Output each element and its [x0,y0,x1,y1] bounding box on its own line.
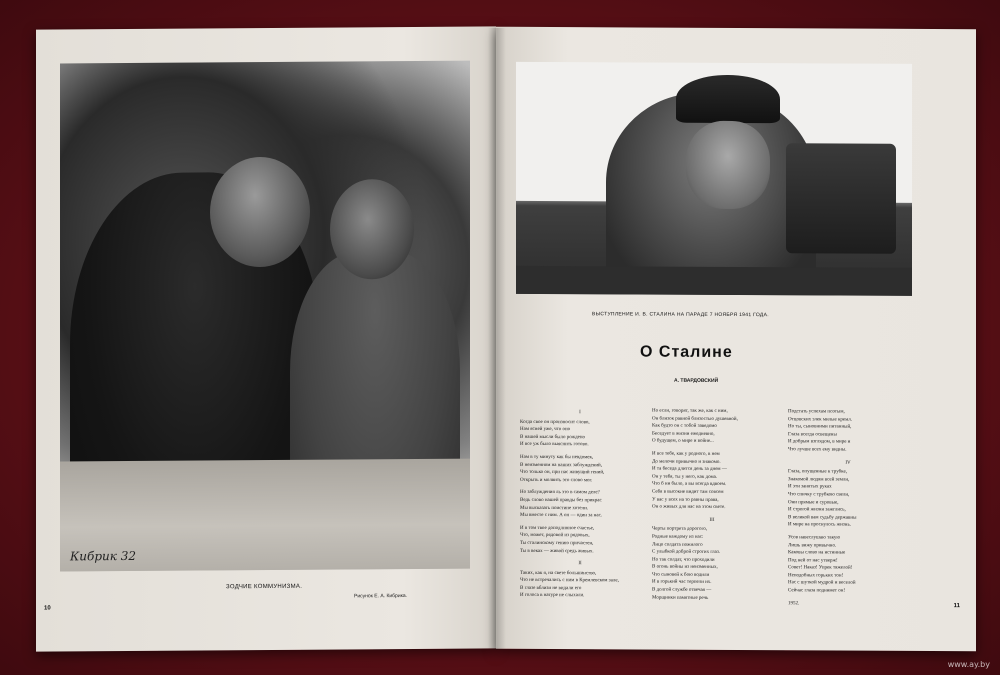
poem-line: Он о живых для нас на этом свете. [652,504,726,511]
poem-stanza [652,408,772,447]
poem-line: Неподобных горьких тон! [788,573,844,579]
poem-column-2 [652,408,772,608]
poem-line: Что сыновей к бою водили [652,572,710,578]
right-page [496,27,976,652]
poem-line: В нашей мысли было рождено [520,434,586,440]
poem-line: И в том твое доподлинное счастье, [520,525,595,531]
poem-line: В великой вам судьбу державны [788,514,857,521]
poem-line: О будущем, о мире и войне... [652,438,714,445]
poem-line: Когда свое он произносит слово, [520,419,590,425]
poem-line: Беседует в жизни ежедневно, [652,431,715,437]
poem-line: Что, может, рядовой из рядовых, [520,533,590,539]
poem-column-3 [788,408,908,613]
poem-line: В неизменном на наших заблуждений, [520,462,602,468]
poem-line: Открыть и молвить это слово мог. [520,477,593,483]
poem-stanza [520,418,640,449]
poem-line: Нам ясней уже, что оно [520,427,571,433]
poem-line: Что спичку с трубкою свели, [788,492,850,498]
poem-line: И все уж было выяснить готово. [520,442,589,448]
poem-line: Морщинки памятные речь [652,595,709,601]
poem-line: И добрым взглядом, в мире и [788,439,851,445]
poem-line: Нас с шуткой мудрой и веселой [788,580,856,587]
poem-line: И все тебе, как у родного, в нем [652,451,720,457]
magazine-spread [36,28,976,650]
section-numeral: II [578,561,582,567]
poem-line: Себя в высокие видит там совсем [652,489,724,495]
artist-signature: Кибрик 32 [70,548,136,564]
poem-line: Как будто он с тобой заведомо [652,423,717,430]
poem-line: Он близок равной близостью душевной, [652,416,738,422]
poem-line: Но заблуждения ль это в самом деле? [520,490,600,496]
poem-line: Совет! Наказ! Упрек тяжелой! [788,565,853,571]
poem-line: Они прямые и суровые, [788,499,839,506]
poem-stanza [788,600,908,608]
poem-line: 1952. [788,600,800,606]
watermark: www.ay.by [947,660,990,669]
poem-line: Мы вместе с ним. А он — один за нас. [520,512,603,519]
poem-line: Ты сталинскому гению причастен, [520,540,594,547]
poem-stanza [520,570,640,601]
poem-line: С улыбкой доброй строгих глаз. [652,549,721,556]
poem-stanza [520,489,640,520]
poem-line: И та беседа длится день за днем — [652,466,727,473]
poem-line: Под ней от нас утверж! [788,557,838,564]
poem-line: Отцовских элек милые кремл. [788,416,853,423]
poem-title: О Сталине [640,343,733,361]
section-numeral: I [579,410,581,416]
poem-line: Но ты, сыновними питанный, [788,424,852,430]
poem-line: Каковы слово на истинные [788,550,846,556]
poem-line: Что б ни было, а вы всегда вдвоем. [652,481,727,488]
poem-stanza [788,408,908,454]
microphone-icon [786,143,896,254]
poem-line: Родные каждому из нас: [652,534,704,540]
page-number-left: 10 [44,605,51,612]
poem-line: Ведь слово нашей правды без прикрас [520,497,602,504]
photo-caption: ВЫСТУПЛЕНИЕ И. В. СТАЛИНА НА ПАРАДЕ 7 НОЯБРЯ 1941 ГОДА. [592,311,769,319]
poem-line: И голоса в натуре не слыхали. [520,593,585,599]
poem-line: Таких, как я, на свете большинство, [520,570,597,576]
poem-line: Что только он, при нас живущий гений, [520,470,605,476]
poem-line: Черты портрета дорогого, [652,526,708,533]
poem-stanza [788,468,908,529]
poem-line: И мире на проснулось жизнь. [788,522,851,528]
poem-line: В долгой службе отвечая — [652,587,712,593]
poem-line: До мелочи привычно и знакомо. [652,459,721,465]
section-numeral: IV [845,460,851,466]
poem-line: Подстать успехам поэтым, [788,409,845,415]
poem-stanza [652,526,772,603]
poem-line: И строгой жизни зажглись, [788,507,846,513]
section-numeral: III [709,517,715,523]
poem-stanza [788,534,908,595]
poem-line: Ты в веках — живой средь живых. [520,548,594,554]
illustration-credit: Рисунок Е. А. Кибрика. [354,593,408,600]
poem-line: Лицо солдата пожилого [652,542,703,548]
poem-line: Сейчас глаза поднимет он! [788,588,846,594]
poem-line: Он у тебя, ты у него, как дома. [652,474,718,480]
poem-line: Но если, говорят, так же, как с ним, [652,408,728,414]
left-page [36,26,496,651]
poem-column-1 [520,407,640,606]
poem-line: В огонь войны из неизменных, [652,564,718,571]
spine-gutter [488,28,506,650]
poem-line: Усов навеслушаю такую [788,535,841,541]
poem-line: Лишь вижу привычно. [788,542,837,549]
page-number-right: 11 [953,603,960,610]
poem-line: Но так солдат, что проходили [652,557,715,563]
poem-stanza [520,454,640,485]
poem-line: И эти занятых руках [788,484,832,490]
poem-stanza [652,451,772,512]
poem-line: И в горький час терпели их. [652,580,712,586]
poem-line: Что не встречались с ним в Кремлевском зале, [520,578,619,584]
architects-of-communism-illustration [60,61,470,572]
poem-line: В глазе вблизи не видали его [520,585,582,592]
illustration-caption: ЗОДЧИЕ КОММУНИЗМА. [226,583,303,591]
poem-author: А. ТВАРДОВСКИЙ [674,377,719,384]
parade-speech-photo [516,62,912,296]
poem-line: Знакомой людям всей земли, [788,477,850,483]
poem-line: У вас у всех на то равны права, [652,497,719,503]
poem-line: Глаза всегда освещены [788,432,837,438]
poem-line: Что лучше всех ему видны. [788,447,847,453]
poem-stanza [520,525,640,556]
poem-line: Глаза, опущенные к трубке, [788,469,847,475]
poem-line: Мы высказать поистине хотели. [520,505,588,511]
poem-line: Нам в ту минуту как бы невдомек, [520,454,594,461]
